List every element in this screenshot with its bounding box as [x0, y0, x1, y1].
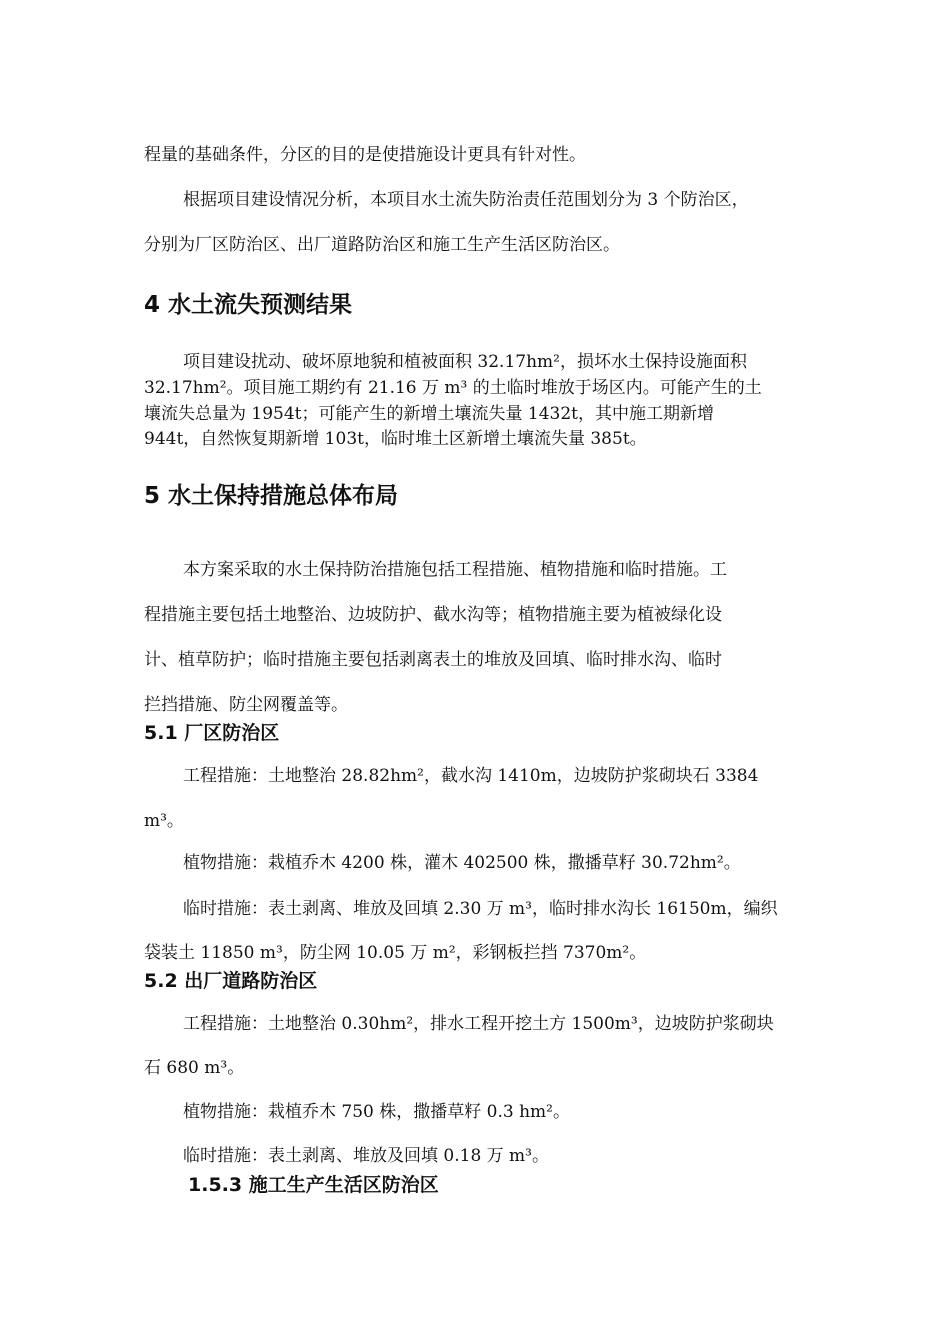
- intro-line-3: 分别为厂区防治区、出厂道路防治区和施工生产生活区防治区。: [144, 235, 620, 255]
- section-5-1-heading: 5.1 厂区防治区: [144, 722, 280, 744]
- section-5-line-2: 程措施主要包括土地整治、边坡防护、截水沟等；植物措施主要为植被绿化设: [144, 605, 722, 625]
- section-4-line-4: 944t，自然恢复期新增 103t，临时堆土区新增土壤流失量 385t。: [144, 429, 647, 449]
- section-5-3-heading: 1.5.3 施工生产生活区防治区: [188, 1174, 439, 1196]
- section-4-line-3: 壤流失总量为 1954t；可能产生的新增土壤流失量 1432t，其中施工期新增: [144, 404, 714, 424]
- section-5-1-engineering-line-1: 工程措施：土地整治 28.82hm²，截水沟 1410m，边坡防护浆砌块石 3384: [183, 766, 759, 786]
- section-5-line-1: 本方案采取的水土保持防治措施包括工程措施、植物措施和临时措施。工: [183, 560, 727, 580]
- section-5-line-3: 计、植草防护；临时措施主要包括剥离表土的堆放及回填、临时排水沟、临时: [144, 650, 722, 670]
- section-5-1-plant-measures: 植物措施：栽植乔木 4200 株，灌木 402500 株，撒播草籽 30.72hm²。: [183, 853, 741, 873]
- section-5-1-temporary-line-1: 临时措施：表土剥离、堆放及回填 2.30 万 m³，临时排水沟长 16150m，编织: [183, 899, 778, 919]
- section-4-line-2: 32.17hm²。项目施工期约有 21.16 万 m³ 的土临时堆放于场区内。可能产生的土: [144, 378, 762, 398]
- section-5-heading: 5 水土保持措施总体布局: [144, 483, 399, 509]
- section-4-heading: 4 水土流失预测结果: [144, 292, 353, 318]
- section-5-2-temporary-measures: 临时措施：表土剥离、堆放及回填 0.18 万 m³。: [183, 1146, 549, 1166]
- section-4-line-1: 项目建设扰动、破坏原地貌和植被面积 32.17hm²，损坏水土保持设施面积: [183, 352, 747, 372]
- section-5-1-engineering-line-2: m³。: [144, 811, 184, 831]
- section-5-2-heading: 5.2 出厂道路防治区: [144, 970, 318, 992]
- section-5-1-temporary-line-2: 袋装土 11850 m³，防尘网 10.05 万 m²，彩钢板拦挡 7370m²。: [144, 943, 647, 963]
- intro-line-2: 根据项目建设情况分析，本项目水土流失防治责任范围划分为 3 个防治区，: [183, 190, 749, 210]
- section-5-2-engineering-line-2: 石 680 m³。: [144, 1058, 245, 1078]
- intro-line-1: 程量的基础条件，分区的目的是使措施设计更具有针对性。: [144, 145, 586, 165]
- section-5-2-engineering-line-1: 工程措施：土地整治 0.30hm²，排水工程开挖土方 1500m³，边坡防护浆砌块: [183, 1014, 774, 1034]
- section-5-line-4: 拦挡措施、防尘网覆盖等。: [144, 695, 348, 715]
- section-5-2-plant-measures: 植物措施：栽植乔木 750 株，撒播草籽 0.3 hm²。: [183, 1102, 570, 1122]
